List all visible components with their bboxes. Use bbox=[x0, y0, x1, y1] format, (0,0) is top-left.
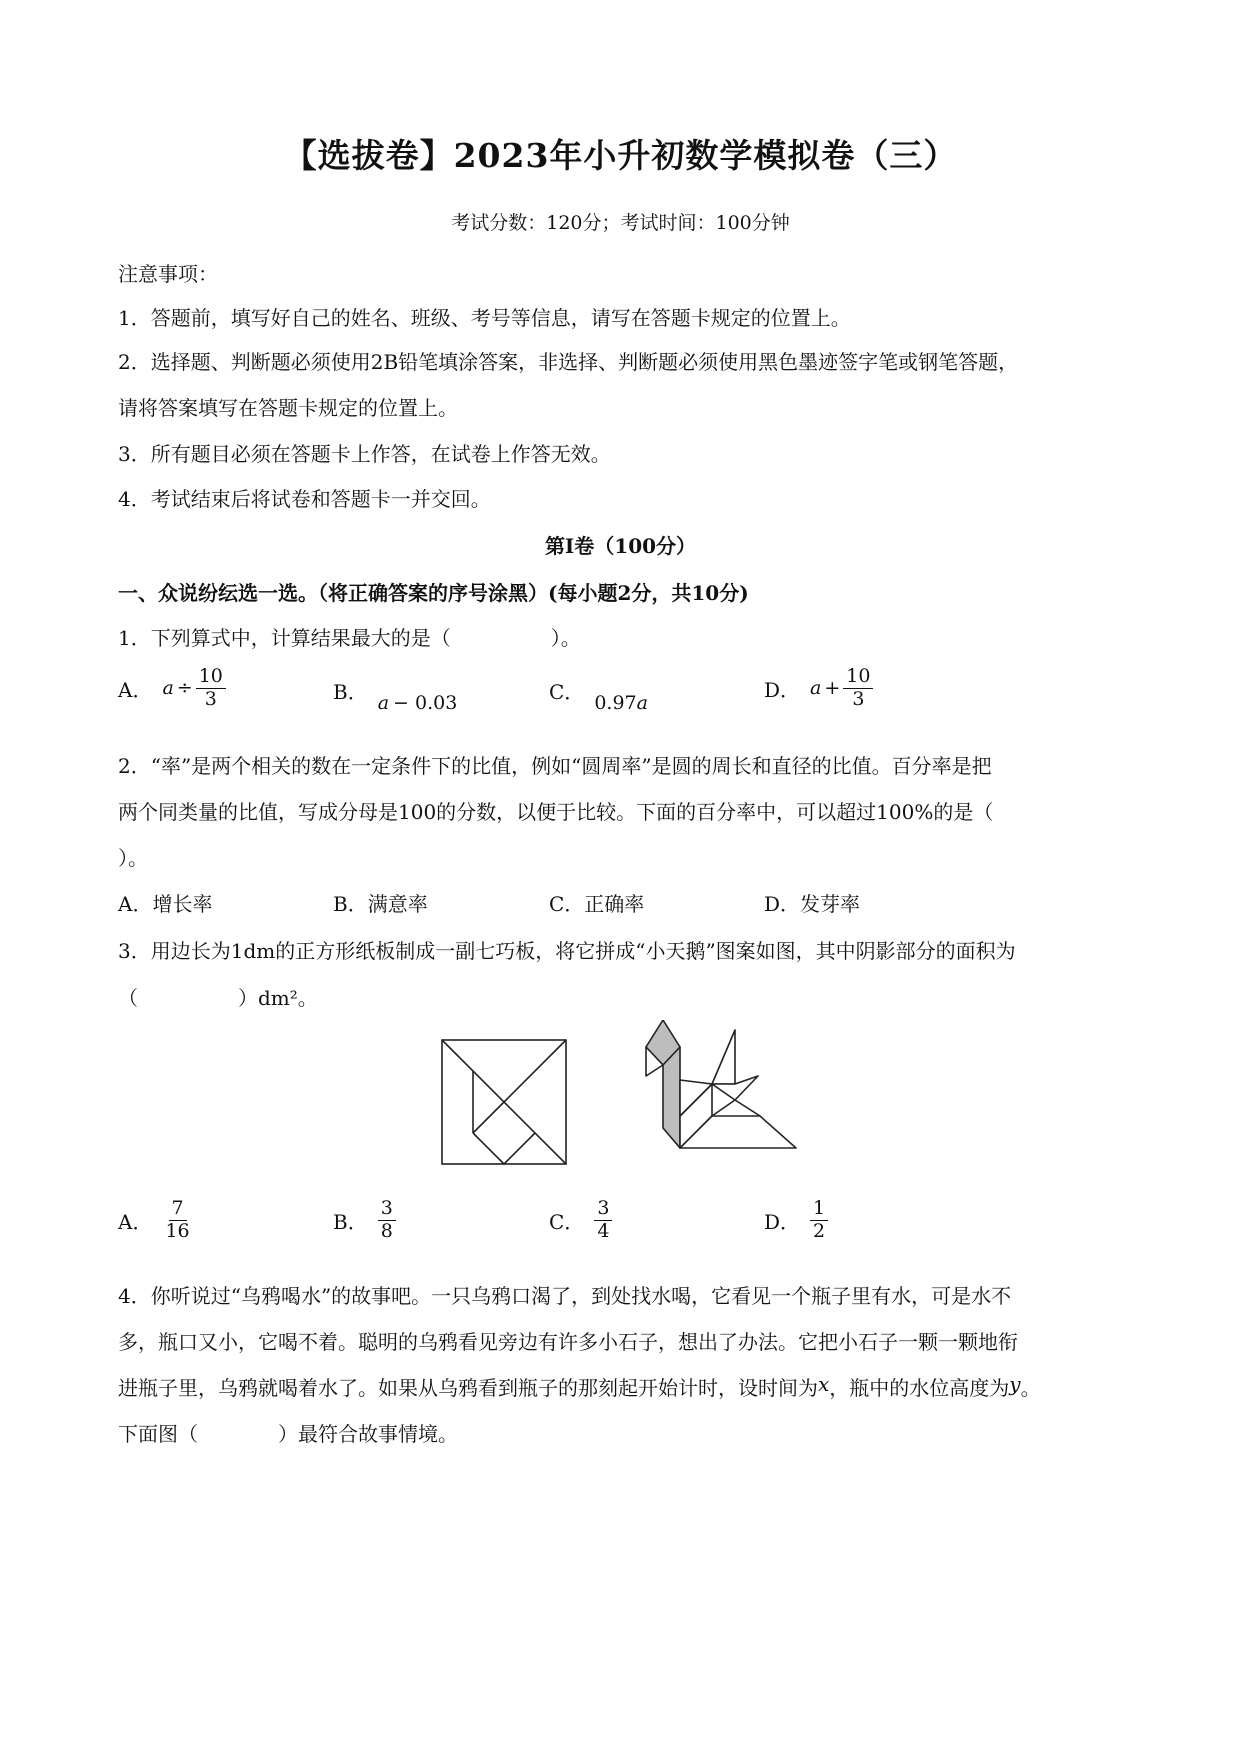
option-label: A． bbox=[118, 677, 153, 702]
numerator: 1 bbox=[810, 1198, 828, 1221]
fraction bbox=[843, 666, 873, 711]
denominator: 16 bbox=[165, 1219, 190, 1242]
q2-option-b[interactable]: B．满意率 bbox=[333, 892, 428, 916]
denominator: 3 bbox=[852, 687, 865, 710]
question-2-line: 2．“率”是两个相关的数在一定条件下的比值，例如“圆周率”是圆的周长和直径的比值。百分率是把 bbox=[118, 754, 992, 778]
variable-x: x bbox=[818, 1372, 830, 1396]
expression-rest: − 0.03 bbox=[393, 691, 458, 714]
part1-heading: 一、众说纷纭选一选。（将正确答案的序号涂黑）(每小题2分，共10分) bbox=[118, 581, 749, 605]
coefficient: 0.97 bbox=[594, 691, 637, 714]
option-expression bbox=[162, 666, 225, 711]
question-3-line: 3．用边长为1dm的正方形纸板制成一副七巧板，将它拼成“小天鹅”图案如图，其中阴影部分的面积为 bbox=[118, 939, 1016, 963]
q2-option-c[interactable]: C．正确率 bbox=[549, 892, 645, 916]
question-2-line: 两个同类量的比值，写成分母是100的分数，以便于比较。下面的百分率中，可以超过100%的是（ bbox=[118, 800, 994, 824]
q2-option-d[interactable]: D．发芽率 bbox=[764, 892, 861, 916]
option-label: C． bbox=[549, 680, 585, 704]
fraction bbox=[594, 1198, 612, 1243]
inner-line bbox=[504, 1133, 535, 1164]
denominator: 8 bbox=[380, 1219, 393, 1242]
note-item: 请将答案填写在答题卡规定的位置上。 bbox=[118, 396, 458, 420]
swan-wing-piece bbox=[712, 1030, 735, 1084]
tangram-square-figure bbox=[440, 1038, 568, 1166]
q2-option-a[interactable]: A．增长率 bbox=[118, 892, 213, 916]
question-2-line: ）。 bbox=[118, 846, 148, 870]
question-4-line bbox=[118, 1372, 1041, 1401]
q1-option-d[interactable] bbox=[764, 666, 873, 711]
q3-option-b[interactable] bbox=[333, 1198, 396, 1243]
option-label: B． bbox=[333, 680, 368, 704]
little-swan-figure bbox=[630, 1020, 800, 1170]
q1-option-b[interactable] bbox=[333, 676, 458, 714]
notes-heading: 注意事项： bbox=[118, 262, 218, 286]
q3-option-d[interactable] bbox=[764, 1198, 828, 1243]
swan-neck-shaded bbox=[663, 1047, 680, 1148]
fraction bbox=[378, 1198, 396, 1243]
option-label: D． bbox=[764, 677, 801, 702]
option-label: B． bbox=[333, 1209, 368, 1234]
denominator: 3 bbox=[204, 687, 217, 710]
numerator: 7 bbox=[169, 1198, 187, 1221]
fraction bbox=[196, 666, 226, 711]
note-item: 3．所有题目必须在答题卡上作答，在试卷上作答无效。 bbox=[118, 442, 611, 466]
question-4-line: 4．你听说过“乌鸦喝水”的故事吧。一只乌鸦口渴了，到处找水喝，它看见一个瓶子里有水，可是水不 bbox=[118, 1284, 1012, 1308]
half-diagonal-line bbox=[504, 1040, 566, 1102]
option-expression bbox=[594, 692, 648, 714]
operator: + bbox=[824, 677, 841, 700]
variable-a: a bbox=[810, 677, 822, 700]
option-label: D． bbox=[764, 1209, 801, 1234]
text-segment: 进瓶子里，乌鸦就喝着水了。如果从乌鸦看到瓶子的那刻起开始计时，设时间为 bbox=[118, 1376, 818, 1400]
q1-option-a[interactable] bbox=[118, 666, 226, 711]
option-expression bbox=[810, 666, 873, 711]
note-item: 2．选择题、判断题必须使用2B铅笔填涂答案，非选择、判断题必须使用黑色墨迹签字笔或钢笔答题， bbox=[118, 350, 1019, 374]
page-title: 【选拔卷】2023年小升初数学模拟卷（三） bbox=[283, 136, 958, 175]
fraction bbox=[162, 1198, 192, 1243]
note-item: 4．考试结束后将试卷和答题卡一并交回。 bbox=[118, 487, 491, 511]
denominator: 4 bbox=[597, 1219, 610, 1242]
question-4-line: 下面图（ ）最符合故事情境。 bbox=[118, 1422, 458, 1446]
variable-a: a bbox=[636, 691, 648, 714]
option-label: A． bbox=[118, 1209, 153, 1234]
question-4-line: 多，瓶口又小，它喝不着。聪明的乌鸦看见旁边有许多小石子，想出了办法。它把小石子一颗一颗地衔 bbox=[118, 1330, 1018, 1354]
swan-edge bbox=[735, 1100, 760, 1116]
section-title: 第I卷（100分） bbox=[544, 534, 697, 558]
numerator: 10 bbox=[843, 666, 873, 689]
fraction bbox=[810, 1198, 828, 1243]
question-3-line: （ ）dm²。 bbox=[118, 986, 318, 1010]
text-segment: 。 bbox=[1020, 1376, 1041, 1400]
note-item: 1．答题前，填写好自己的姓名、班级、考号等信息，请写在答题卡规定的位置上。 bbox=[118, 306, 851, 330]
text-segment: ，瓶中的水位高度为 bbox=[829, 1376, 1010, 1400]
operator: ÷ bbox=[176, 677, 193, 700]
option-label: C． bbox=[549, 1209, 585, 1234]
q3-option-c[interactable] bbox=[549, 1198, 612, 1243]
variable-a: a bbox=[377, 691, 390, 714]
swan-edge bbox=[712, 1100, 735, 1116]
inner-line bbox=[473, 1133, 504, 1164]
variable-y: y bbox=[1009, 1372, 1021, 1396]
denominator: 2 bbox=[813, 1219, 826, 1242]
q1-option-c[interactable] bbox=[549, 676, 648, 714]
option-expression bbox=[378, 692, 458, 714]
numerator: 3 bbox=[594, 1198, 612, 1221]
question-1-stem: 1．下列算式中，计算结果最大的是（ ）。 bbox=[118, 626, 581, 650]
inner-line bbox=[473, 1102, 504, 1133]
exam-info: 考试分数：120分；考试时间：100分钟 bbox=[451, 212, 790, 234]
numerator: 3 bbox=[378, 1198, 396, 1221]
q3-option-a[interactable] bbox=[118, 1198, 193, 1243]
variable-a: a bbox=[162, 677, 174, 700]
numerator: 10 bbox=[196, 666, 226, 689]
